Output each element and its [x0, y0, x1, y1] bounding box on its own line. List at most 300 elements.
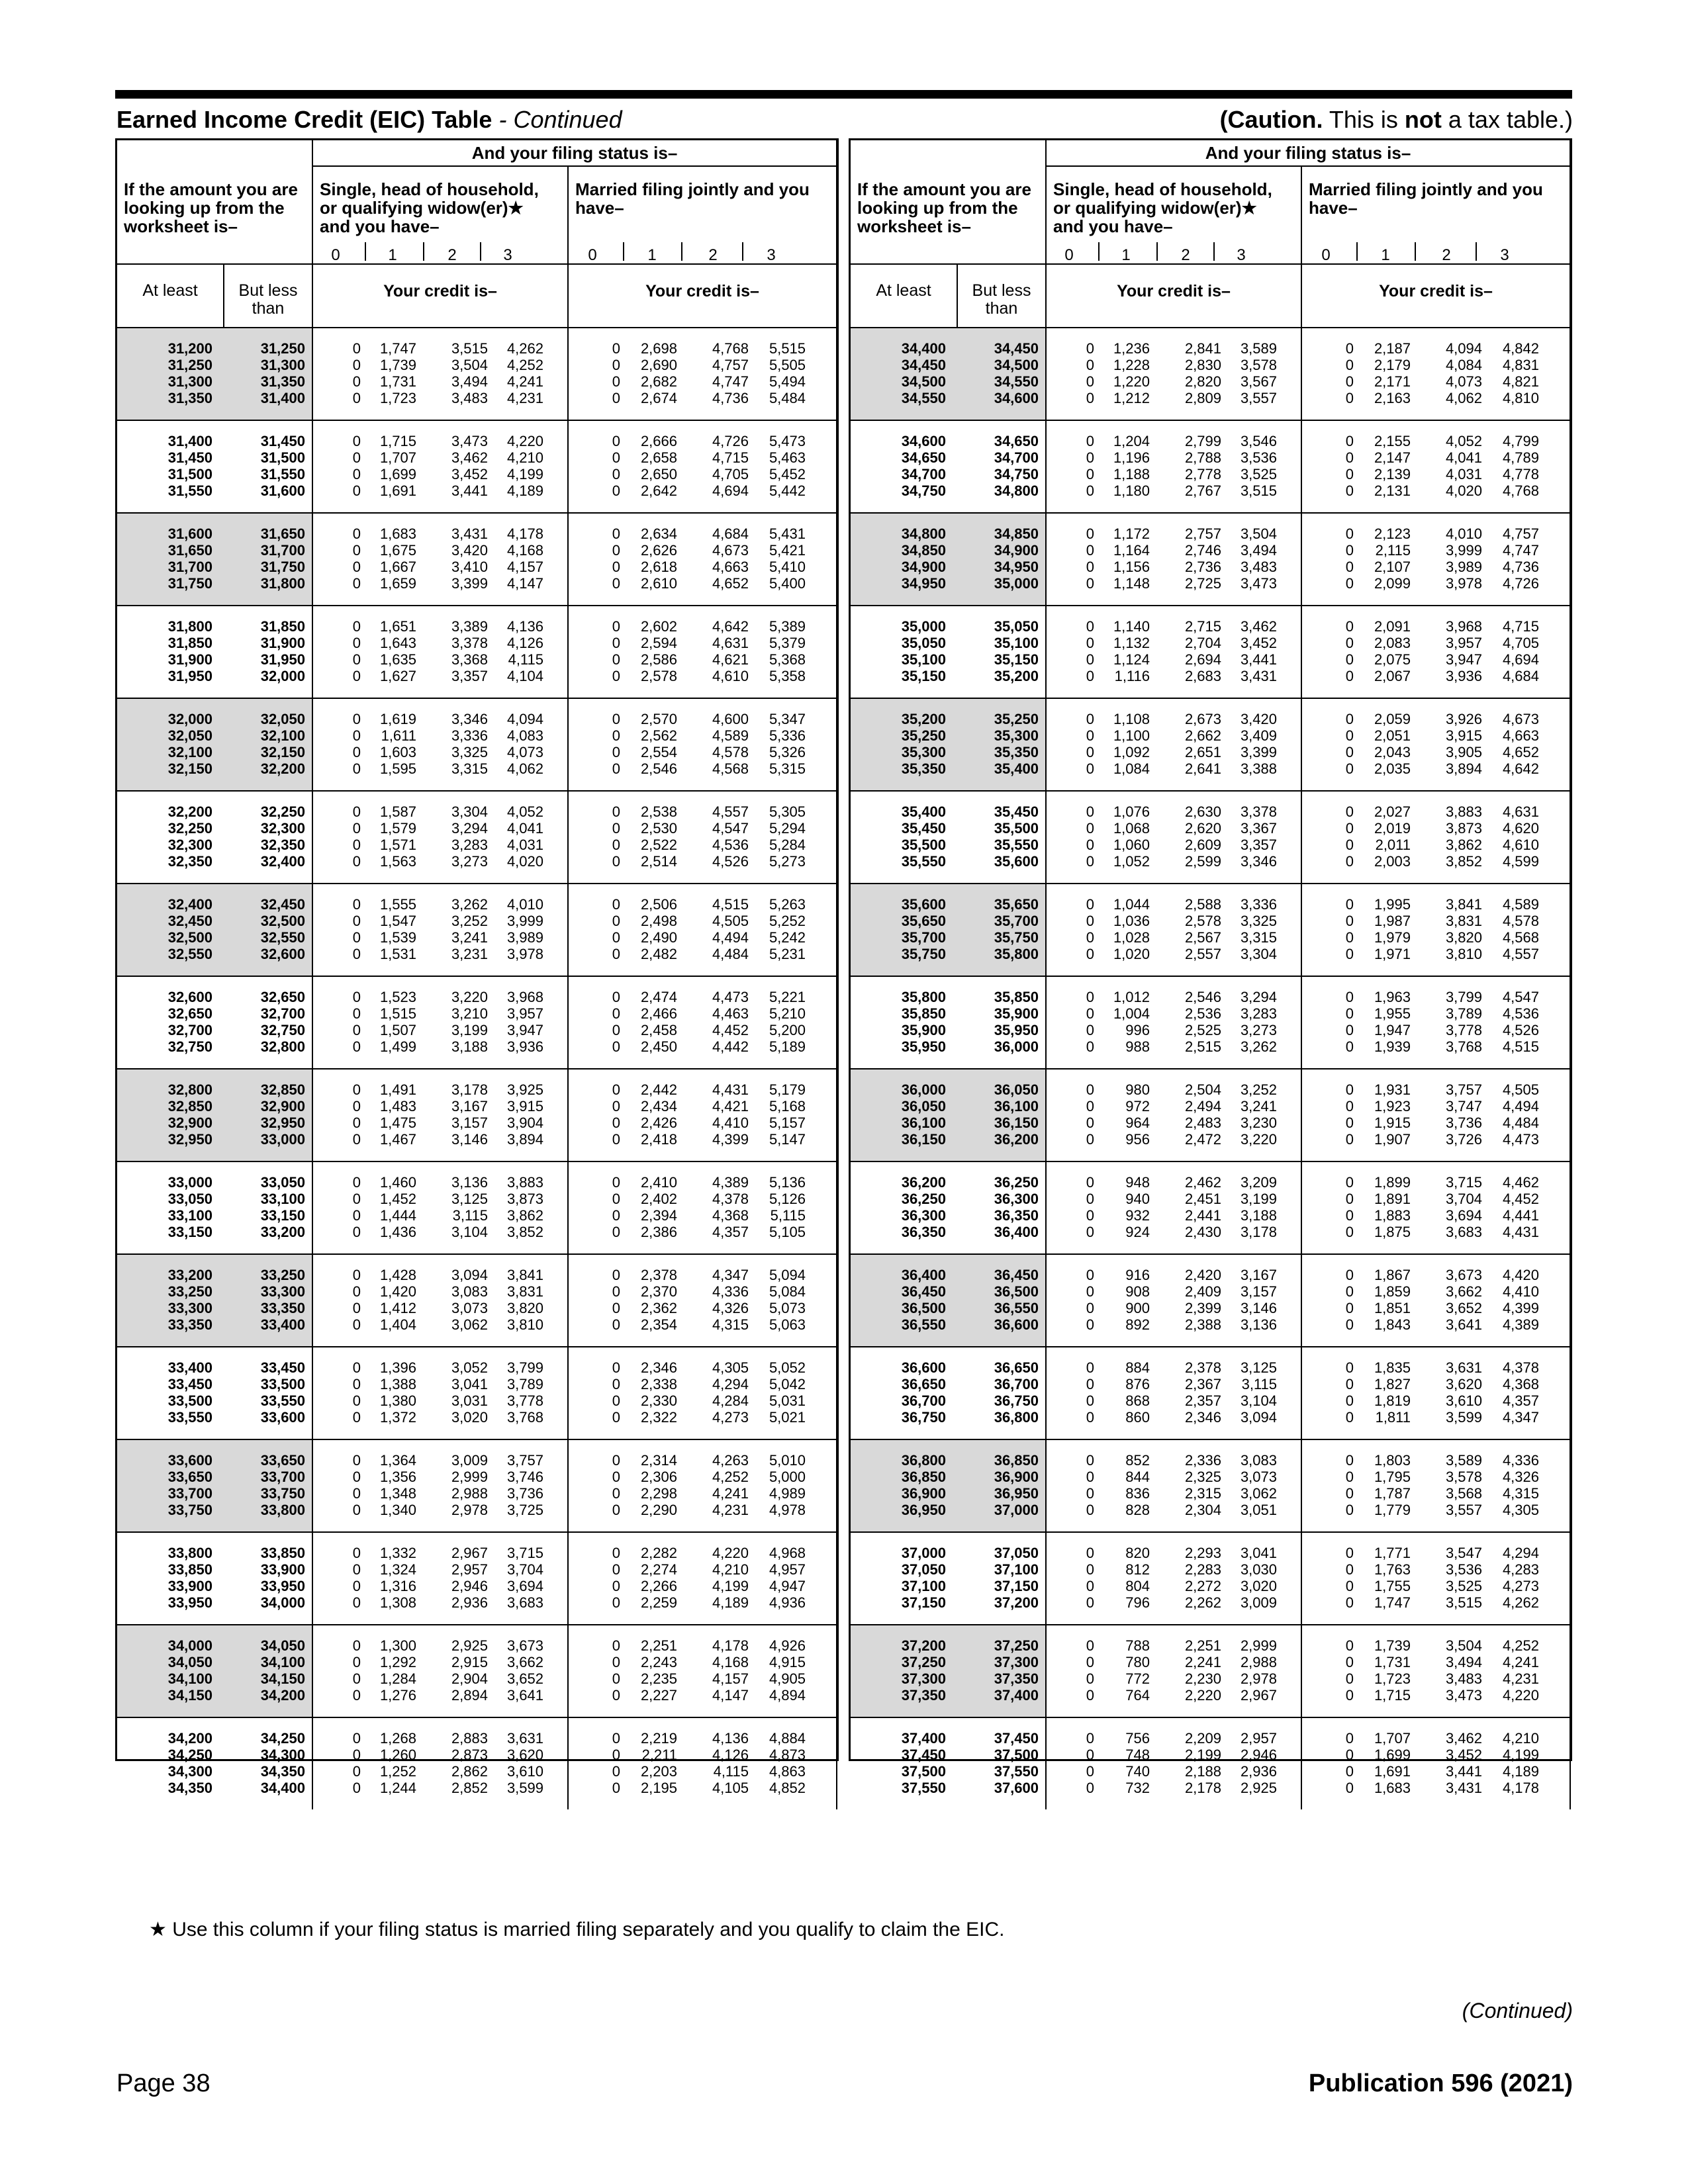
credit-cell: 3,420	[451, 542, 488, 559]
at-least-cell: 31,200	[167, 340, 212, 357]
at-least-cell: 32,700	[167, 1022, 212, 1038]
credit-cell: 2,434	[640, 1098, 677, 1115]
credit-cell: 4,168	[506, 542, 543, 559]
credit-cell: 3,725	[506, 1502, 543, 1518]
credit-cell: 2,498	[640, 913, 677, 929]
credit-cell: 4,041	[506, 820, 543, 837]
credit-cell: 740	[1125, 1763, 1150, 1780]
at-least-cell: 32,850	[167, 1098, 212, 1115]
credit-cell: 2,430	[1184, 1224, 1221, 1240]
credit-cell: 0	[352, 929, 361, 946]
table-row	[117, 357, 837, 373]
credit-cell: 0	[612, 1005, 620, 1022]
credit-cell: 1,332	[379, 1545, 416, 1561]
at-least-cell: 35,550	[901, 853, 946, 870]
credit-cell: 0	[612, 744, 620, 760]
credit-cell: 0	[1345, 1098, 1354, 1115]
credit-cell: 3,936	[506, 1038, 543, 1055]
credit-cell: 5,410	[769, 559, 806, 575]
credit-cell: 4,473	[1502, 1131, 1539, 1148]
credit-cell: 2,690	[640, 357, 677, 373]
credit-cell: 3,125	[451, 1191, 488, 1207]
credit-cell: 4,526	[712, 853, 749, 870]
credit-cell: 4,442	[712, 1038, 749, 1055]
credit-cell: 0	[1345, 525, 1354, 542]
credit-cell: 2,683	[1184, 668, 1221, 684]
filing-status-heading: And your filing status is–	[1205, 143, 1411, 163]
credit-cell: 1,276	[379, 1687, 416, 1704]
credit-cell: 3,073	[451, 1300, 488, 1316]
at-least-cell: 36,200	[901, 1174, 946, 1191]
credit-cell: 0	[352, 1191, 361, 1207]
at-least-cell: 37,150	[901, 1594, 946, 1611]
credit-cell: 0	[612, 711, 620, 727]
table-row	[851, 1670, 1570, 1686]
at-least-cell: 33,550	[167, 1409, 212, 1426]
but-less-cell: 32,050	[260, 711, 305, 727]
table-row	[117, 989, 837, 1005]
but-less-cell: 33,650	[260, 1452, 305, 1469]
credit-cell: 0	[612, 1654, 620, 1670]
but-less-cell: 33,600	[260, 1409, 305, 1426]
credit-cell: 5,368	[769, 651, 806, 668]
credit-cell: 2,027	[1374, 803, 1411, 820]
credit-cell: 1,867	[1374, 1267, 1411, 1283]
credit-cell: 2,346	[640, 1359, 677, 1376]
at-least-cell: 33,950	[167, 1594, 212, 1611]
at-least-cell: 35,700	[901, 929, 946, 946]
credit-cell: 0	[352, 1780, 361, 1796]
at-least-cell: 33,450	[167, 1376, 212, 1392]
but-less-cell: 34,300	[260, 1747, 305, 1763]
but-less-cell: 32,350	[260, 837, 305, 853]
credit-cell: 0	[1345, 853, 1354, 870]
credit-cell: 0	[1345, 820, 1354, 837]
credit-cell: 2,441	[1184, 1207, 1221, 1224]
but-less-cell: 37,050	[994, 1545, 1039, 1561]
credit-cell: 5,000	[769, 1469, 806, 1485]
table-row	[117, 1594, 837, 1610]
credit-cell: 4,578	[712, 744, 749, 760]
credit-cell: 4,547	[712, 820, 749, 837]
credit-cell: 4,663	[1502, 727, 1539, 744]
credit-cell: 1,859	[1374, 1283, 1411, 1300]
credit-cell: 4,241	[506, 373, 543, 390]
credit-cell: 2,019	[1374, 820, 1411, 837]
credit-cell: 0	[1345, 1763, 1354, 1780]
credit-cell: 3,115	[1241, 1376, 1277, 1392]
at-least-cell: 34,750	[901, 482, 946, 499]
credit-cell: 4,399	[1502, 1300, 1539, 1316]
at-least-cell: 32,550	[167, 946, 212, 962]
at-least-cell: 32,050	[167, 727, 212, 744]
credit-cell: 2,386	[640, 1224, 677, 1240]
at-least-cell: 36,550	[901, 1316, 946, 1333]
credit-cell: 3,810	[506, 1316, 543, 1333]
credit-cell: 0	[352, 1174, 361, 1191]
credit-cell: 0	[1086, 1022, 1094, 1038]
credit-cell: 4,210	[1502, 1730, 1539, 1747]
credit-cell: 5,305	[769, 803, 806, 820]
but-less-cell: 32,150	[260, 744, 305, 760]
credit-cell: 1,164	[1113, 542, 1150, 559]
credit-cell: 1,715	[379, 433, 416, 449]
credit-cell: 2,852	[451, 1780, 488, 1796]
credit-cell: 3,462	[1240, 618, 1277, 635]
credit-cell: 0	[1345, 575, 1354, 592]
table-row	[851, 1300, 1570, 1316]
credit-cell: 4,294	[1502, 1545, 1539, 1561]
credit-cell: 0	[1086, 525, 1094, 542]
but-less-cell: 33,700	[260, 1469, 305, 1485]
credit-cell: 2,894	[451, 1687, 488, 1704]
table-row	[117, 1191, 837, 1206]
credit-cell: 0	[1345, 913, 1354, 929]
credit-cell: 2,915	[451, 1654, 488, 1670]
tick-mark	[623, 242, 624, 261]
credit-cell: 3,704	[1445, 1191, 1482, 1207]
credit-cell: 0	[1345, 1359, 1354, 1376]
credit-cell: 3,115	[452, 1207, 488, 1224]
credit-cell: 3,978	[506, 946, 543, 962]
credit-cell: 0	[612, 1485, 620, 1502]
credit-cell: 4,757	[712, 357, 749, 373]
credit-cell: 3,157	[451, 1115, 488, 1131]
credit-cell: 812	[1125, 1561, 1150, 1578]
credit-cell: 1,108	[1113, 711, 1150, 727]
credit-cell: 0	[1345, 1038, 1354, 1055]
credit-cell: 4,684	[712, 525, 749, 542]
credit-cell: 3,746	[506, 1469, 543, 1485]
credit-cell: 5,252	[769, 913, 806, 929]
but-less-cell: 33,200	[260, 1224, 305, 1240]
credit-cell: 4,262	[506, 340, 543, 357]
credit-cell: 3,915	[1445, 727, 1482, 744]
table-row	[851, 357, 1570, 373]
but-less-cell: 33,850	[260, 1545, 305, 1561]
table-row	[851, 1316, 1570, 1332]
credit-cell: 0	[352, 1081, 361, 1098]
but-less-cell: 36,100	[994, 1098, 1039, 1115]
credit-cell: 2,266	[640, 1578, 677, 1594]
credit-cell: 0	[1086, 1207, 1094, 1224]
credit-cell: 0	[1086, 340, 1094, 357]
credit-cell: 5,210	[769, 1005, 806, 1022]
credit-cell: 0	[1086, 1469, 1094, 1485]
table-row	[117, 1131, 837, 1147]
credit-cell: 3,641	[506, 1687, 543, 1704]
but-less-cell: 34,050	[260, 1637, 305, 1654]
credit-cell: 0	[1086, 1545, 1094, 1561]
credit-cell: 2,967	[451, 1545, 488, 1561]
but-less-cell: 35,050	[994, 618, 1039, 635]
at-least-cell: 32,200	[167, 803, 212, 820]
credit-cell: 0	[612, 727, 620, 744]
credit-cell: 2,147	[1374, 449, 1411, 466]
credit-cell: 3,662	[506, 1654, 543, 1670]
credit-cell: 0	[352, 1469, 361, 1485]
credit-cell: 3,378	[451, 635, 488, 651]
credit-cell: 0	[1086, 1687, 1094, 1704]
at-least-cell: 32,000	[167, 711, 212, 727]
credit-cell: 3,252	[451, 913, 488, 929]
credit-cell: 4,178	[506, 525, 543, 542]
row-group	[117, 1624, 837, 1717]
credit-cell: 940	[1125, 1191, 1150, 1207]
at-least-cell: 34,600	[901, 433, 946, 449]
credit-cell: 3,009	[1240, 1594, 1277, 1611]
credit-cell: 2,230	[1184, 1670, 1221, 1687]
row-group	[117, 1439, 837, 1531]
credit-cell: 852	[1125, 1452, 1150, 1469]
children-count: 1	[388, 246, 397, 264]
credit-cell: 5,452	[769, 466, 806, 482]
credit-cell: 3,441	[1240, 651, 1277, 668]
credit-cell: 0	[352, 913, 361, 929]
credit-cell: 2,354	[640, 1316, 677, 1333]
credit-cell: 4,652	[1502, 744, 1539, 760]
credit-cell: 1,068	[1113, 820, 1150, 837]
but-less-cell: 31,900	[260, 635, 305, 651]
credit-cell: 748	[1125, 1747, 1150, 1763]
credit-cell: 0	[1086, 373, 1094, 390]
credit-cell: 3,789	[506, 1376, 543, 1392]
table-row	[851, 929, 1570, 945]
credit-cell: 2,820	[1184, 373, 1221, 390]
credit-cell: 2,506	[640, 896, 677, 913]
at-least-cell: 35,150	[901, 668, 946, 684]
credit-cell: 0	[1345, 1191, 1354, 1207]
credit-cell: 3,188	[451, 1038, 488, 1055]
credit-cell: 1,196	[1113, 449, 1150, 466]
credit-cell: 0	[1345, 1502, 1354, 1518]
table-row	[117, 711, 837, 727]
but-less-cell: 31,850	[260, 618, 305, 635]
credit-cell: 5,231	[769, 946, 806, 962]
table-row	[851, 1038, 1570, 1054]
credit-cell: 2,251	[1184, 1637, 1221, 1654]
credit-cell: 3,883	[506, 1174, 543, 1191]
credit-cell: 4,842	[1502, 340, 1539, 357]
at-least-cell: 35,500	[901, 837, 946, 853]
credit-cell: 1,547	[379, 913, 416, 929]
but-less-cell: 36,350	[994, 1207, 1039, 1224]
credit-cell: 4,905	[769, 1670, 806, 1687]
credit-cell: 4,273	[1502, 1578, 1539, 1594]
credit-cell: 4,220	[712, 1545, 749, 1561]
table-row	[117, 449, 837, 465]
credit-cell: 0	[1086, 1485, 1094, 1502]
credit-cell: 2,243	[640, 1654, 677, 1670]
at-least-cell: 36,150	[901, 1131, 946, 1148]
table-row	[117, 1452, 837, 1468]
table-row	[851, 482, 1570, 498]
at-least-cell: 31,500	[167, 466, 212, 482]
credit-cell: 1,675	[379, 542, 416, 559]
filing-status-heading: And your filing status is–	[471, 143, 678, 163]
credit-cell: 2,306	[640, 1469, 677, 1485]
credit-cell: 2,272	[1184, 1578, 1221, 1594]
credit-cell: 1,763	[1374, 1561, 1411, 1578]
credit-cell: 4,505	[1502, 1081, 1539, 1098]
but-less-cell: 35,550	[994, 837, 1039, 853]
credit-cell: 2,011	[1375, 837, 1411, 853]
credit-cell: 3,462	[451, 449, 488, 466]
credit-cell: 4,600	[712, 711, 749, 727]
credit-cell: 2,466	[640, 1005, 677, 1022]
credit-cell: 1,739	[1374, 1637, 1411, 1654]
at-least-cell: 37,400	[901, 1730, 946, 1747]
but-less-cell: 33,800	[260, 1502, 305, 1518]
credit-cell: 972	[1125, 1098, 1150, 1115]
but-less-cell: 31,300	[260, 357, 305, 373]
credit-cell: 1,420	[379, 1283, 416, 1300]
but-less-cell: 35,000	[994, 575, 1039, 592]
credit-cell: 0	[352, 1359, 361, 1376]
credit-cell: 788	[1125, 1637, 1150, 1654]
credit-cell: 0	[1345, 744, 1354, 760]
but-less-cell: 35,950	[994, 1022, 1039, 1038]
credit-cell: 0	[1086, 929, 1094, 946]
credit-cell: 0	[1086, 989, 1094, 1005]
at-least-cell: 32,500	[167, 929, 212, 946]
credit-cell: 3,167	[1240, 1267, 1277, 1283]
credit-cell: 2,203	[640, 1763, 677, 1780]
credit-cell: 3,262	[1240, 1038, 1277, 1055]
credit-cell: 0	[612, 559, 620, 575]
credit-cell: 2,336	[1184, 1452, 1221, 1469]
credit-cell: 2,630	[1184, 803, 1221, 820]
credit-cell: 3,694	[1445, 1207, 1482, 1224]
but-less-cell: 33,900	[260, 1561, 305, 1578]
credit-cell: 4,094	[506, 711, 543, 727]
credit-cell: 0	[352, 1267, 361, 1283]
credit-cell: 0	[1086, 853, 1094, 870]
at-least-cell: 36,000	[901, 1081, 946, 1098]
credit-cell: 2,091	[1374, 618, 1411, 635]
credit-cell: 4,031	[1445, 466, 1482, 482]
credit-cell: 3,252	[1240, 1081, 1277, 1098]
credit-cell: 2,219	[640, 1730, 677, 1747]
at-least-cell: 37,100	[901, 1578, 946, 1594]
credit-cell: 3,810	[1445, 946, 1482, 962]
credit-cell: 3,599	[506, 1780, 543, 1796]
credit-cell: 0	[352, 340, 361, 357]
credit-cell: 3,494	[1445, 1654, 1482, 1670]
credit-cell: 3,031	[451, 1392, 488, 1409]
table-row	[117, 1022, 837, 1038]
credit-cell: 2,666	[640, 433, 677, 449]
at-least-cell: 34,200	[167, 1730, 212, 1747]
but-less-cell: 31,800	[260, 575, 305, 592]
table-row	[117, 1730, 837, 1746]
credit-cell: 3,926	[1445, 711, 1482, 727]
table-row	[851, 1485, 1570, 1501]
credit-cell: 0	[1086, 711, 1094, 727]
credit-cell: 1,228	[1113, 357, 1150, 373]
credit-cell: 4,189	[1502, 1763, 1539, 1780]
table-row	[117, 1300, 837, 1316]
credit-cell: 2,378	[1184, 1359, 1221, 1376]
table-row	[851, 1005, 1570, 1021]
at-least-cell: 33,850	[167, 1561, 212, 1578]
credit-cell: 0	[1345, 711, 1354, 727]
but-less-cell: 36,950	[994, 1485, 1039, 1502]
credit-cell: 0	[612, 1561, 620, 1578]
credit-cell: 4,326	[712, 1300, 749, 1316]
row-group	[117, 327, 837, 420]
credit-cell: 0	[1086, 1578, 1094, 1594]
at-least-cell: 35,400	[901, 803, 946, 820]
credit-cell: 4,431	[1502, 1224, 1539, 1240]
credit-cell: 2,618	[640, 559, 677, 575]
credit-cell: 4,105	[712, 1780, 749, 1796]
footnote: ★ Use this column if your filing status is married filing separately and you qualify to claim the EIC.	[149, 1919, 1005, 1940]
credit-cell: 3,841	[506, 1267, 543, 1283]
but-less-cell: 34,400	[260, 1780, 305, 1796]
at-least-cell: 34,250	[167, 1747, 212, 1763]
credit-cell: 2,925	[1240, 1780, 1277, 1796]
credit-cell: 0	[612, 1376, 620, 1392]
credit-cell: 4,694	[712, 482, 749, 499]
credit-cell: 0	[612, 1747, 620, 1763]
table-row	[851, 1098, 1570, 1114]
credit-cell: 1,667	[379, 559, 416, 575]
credit-cell: 0	[1345, 1730, 1354, 1747]
credit-cell: 5,284	[769, 837, 806, 853]
credit-cell: 0	[1345, 946, 1354, 962]
credit-cell: 3,778	[1445, 1022, 1482, 1038]
credit-cell: 2,315	[1184, 1485, 1221, 1502]
credit-cell: 1,180	[1113, 482, 1150, 499]
credit-cell: 4,526	[1502, 1022, 1539, 1038]
credit-cell: 0	[352, 1300, 361, 1316]
credit-cell: 1,340	[379, 1502, 416, 1518]
credit-cell: 0	[1345, 373, 1354, 390]
credit-cell: 3,715	[1445, 1174, 1482, 1191]
at-least-cell: 35,050	[901, 635, 946, 651]
credit-cell: 1,811	[1375, 1409, 1411, 1426]
credit-cell: 3,778	[506, 1392, 543, 1409]
credit-cell: 0	[352, 1502, 361, 1518]
credit-cell: 0	[1086, 1763, 1094, 1780]
credit-cell: 2,778	[1184, 466, 1221, 482]
table-row	[851, 711, 1570, 727]
credit-cell: 3,083	[1240, 1452, 1277, 1469]
at-least-cell: 34,500	[901, 373, 946, 390]
credit-cell: 2,673	[1184, 711, 1221, 727]
credit-cell: 0	[1086, 1316, 1094, 1333]
credit-cell: 5,052	[769, 1359, 806, 1376]
credit-cell: 0	[1345, 1267, 1354, 1283]
credit-cell: 0	[352, 820, 361, 837]
credit-cell: 2,936	[451, 1594, 488, 1611]
at-least-cell: 36,350	[901, 1224, 946, 1240]
credit-cell: 2,003	[1374, 853, 1411, 870]
credit-cell: 0	[352, 1409, 361, 1426]
table-row	[117, 1359, 837, 1375]
credit-cell: 3,462	[1445, 1730, 1482, 1747]
table-row	[117, 1267, 837, 1283]
credit-cell: 0	[612, 1115, 620, 1131]
credit-cell: 3,883	[1445, 803, 1482, 820]
credit-cell: 4,536	[712, 837, 749, 853]
credit-cell: 4,052	[506, 803, 543, 820]
but-less-cell: 36,250	[994, 1174, 1039, 1191]
credit-cell: 956	[1125, 1131, 1150, 1148]
at-least-cell: 33,650	[167, 1469, 212, 1485]
but-less-cell: 34,350	[260, 1763, 305, 1780]
